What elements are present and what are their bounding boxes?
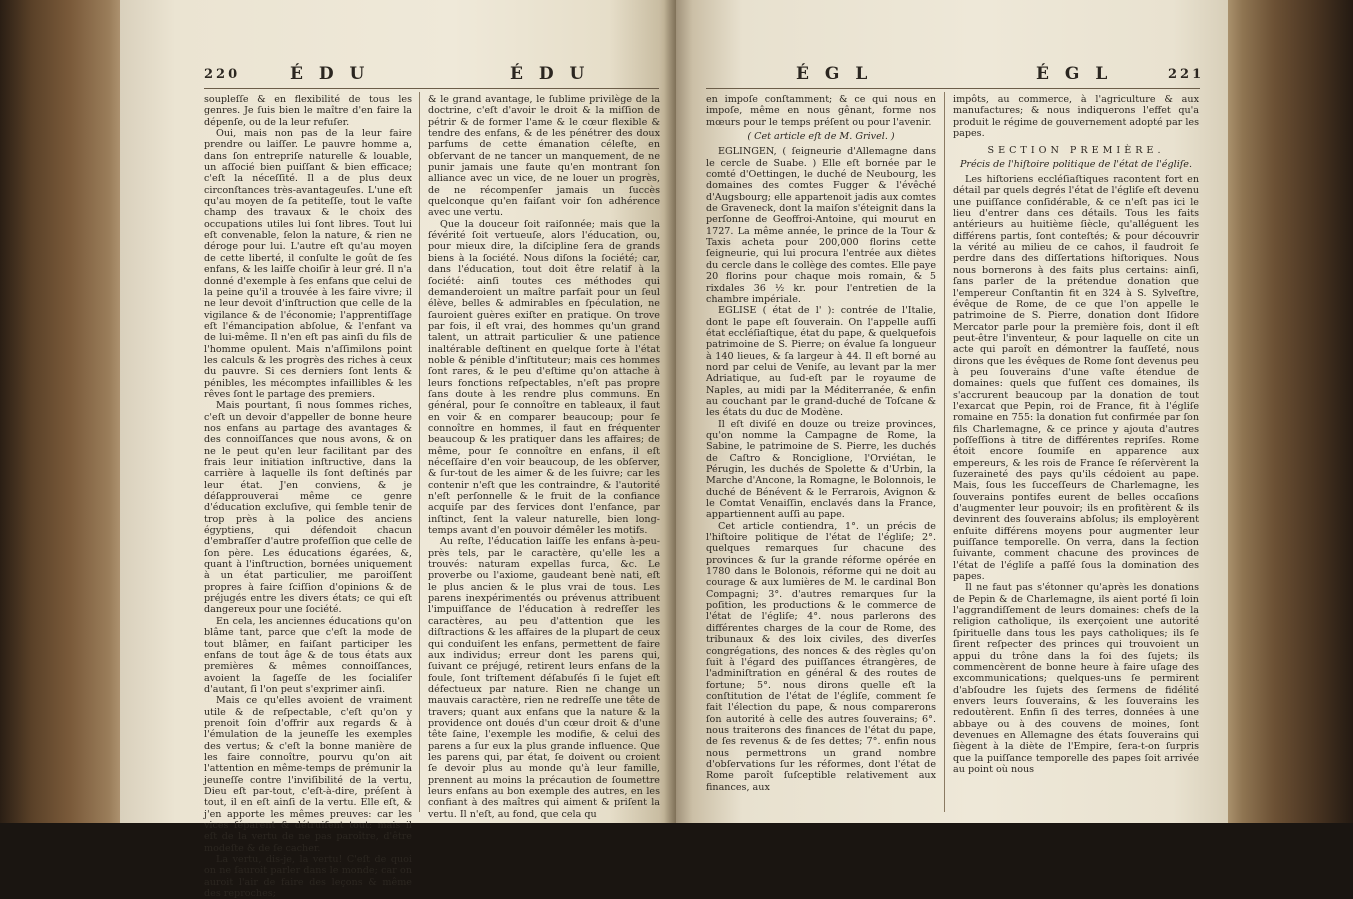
paragraph: Mais ce qu'elles avoient de vraiment utile & de reſpectable, c'eſt qu'on y prenoit ſoin d'offrir aux regards & à l'émulation de la jeuneſſe les exemples des vertus; & c'eſt la bonne manière de les faire connoître, pourvu qu'on ait l'attention en même-temps de prémunir la jeuneſſe contre l'inviſibilité de la vertu, Dieu eſt par-tout, c'eſt-à-dire, préſent à tout, il en eſt ainſi de la vertu. Elle eſt, & j'en apporte les mêmes preuves: car les vices ſéparent & détruiſent tout: mais il eſt de la vertu de ne pas paroître, d'être modeſte & de ſe cacher. [204,695,412,854]
paragraph: & le grand avantage, le ſublime privilège de la doctrine, c'eſt d'avoir le droit & la miſſion de pétrir & de former l'ame & le cœur flexible & tendre des enfans, & de les pénétrer des doux parfums de cette émanation céleſte, en obſervant de ne tancer un manquement, de ne punir jamais une faute qu'en montrant ſon alliance avec un vice, de ne louer un progrès, de ne récompenſer jamais un ſuccès quelconque qu'en faiſant voir ſon adhérence avec une vertu. [428,94,660,219]
section-title: SECTION PREMIÈRE. [987,145,1165,157]
left-column-rule [419,92,420,812]
left-head-word-2: É D U [510,64,590,84]
paragraph: Oui, mais non pas de la leur faire prendre ou laiſſer. Le pauvre homme a, dans ſon entrepriſe naturelle & louable, un aſſocié bien puiſſant & bien efficace; c'eſt la néceſſité. Il a de plus deux circonſtances très-avantageuſes. L'une eſt qu'au moyen de ſa petiteſſe, tout le vaſte champ des travaux & le choix des occupations utiles lui ſont libres. Tout lui eſt convenable, ſelon la nature, & rien ne déroge pour lui. L'autre eſt qu'au moyen de cette liberté, il conſulte le goût de ſes enfans, & les laiſſe choiſir à leur gré. Il n'a donné d'exemple à ſes enfans que celui de la peine qu'il a trouvée à les faire vivre; il ne leur devoit d'inſtruction que celle de la vigilance & de l'économie; l'apprentiſſage eſt l'émancipation abſolue, & l'enfant va de lui-même. Il n'en eſt pas ainſi du fils de l'homme opulent. Mais n'aſſimilons point les calculs & les progrès des riches à ceux du pauvre. Si ces derniers ſont lents & pénibles, les mécomptes infaillibles & les rêves ſont le partage des premiers. [204,128,412,400]
paragraph: Au reſte, l'éducation laiſſe les enfans à-peu-près tels, par le caractère, qu'elle les a trouvés: naturam expellas furca, &c. Le proverbe ou l'axiome, gaudeant benè nati, eſt le plus ancien & le plus vrai de tous. Les parens inexpérimentés ou prévenus attribuent l'impuiſſance de l'éducation à redreſſer les caractères, au peu d'attention que les diſtractions & les affaires de la plupart de ceux qui conduiſent les enfans, permettent de faire aux individus; erreur dont les parens qui, ſuivant ce préjugé, retirent leurs enfans de la foule, ſont triſtement déſabuſés ſi le ſujet eſt défectueux par nature. Rien ne change un mauvais caractère, rien ne redreſſe une tête de travers; quant aux enfans que la nature & la providence ont doués d'un cœur droit & d'une tête ſaine, l'exemple les modifie, & celui des parens a ſur eux la plus grande influence. Que les parens qui, par état, ſe doivent ou croient ſe devoir plus au monde qu'à leur famille, prennent au moins la précaution de ſoumettre leurs enfans au bon exemple des autres, en les confiant à des maîtres qui aiment & priſent la vertu. Il n'eſt, au fond, que cela qu [428,536,660,820]
paragraph: EGLISE ( état de l' ): contrée de l'Italie, dont le pape eſt ſouverain. On l'appelle auſſi état eccléſiaſtique, état du pape, & quelquefois patrimoine de S. Pierre; on évalue ſa longueur à 140 lieues, & ſa largeur à 44. Il eſt borné au nord par celui de Veniſe, au levant par la mer Adriatique, au ſud-eſt par le royaume de Naples, au midi par la Méditerranée, & enfin au couchant par le grand-duché de Toſcane & les états du duc de Modène. [706,305,936,419]
paragraph: En cela, les anciennes éducations qu'on blâme tant, parce que c'eſt la mode de tout blâmer, en faiſant participer les enfans de tout âge & de tous états aux premières & mêmes connoiſſances, avoient la ſageſſe de les ſocialiſer d'autant, ſi l'on peut s'exprimer ainſi. [204,615,412,695]
article-credit: ( Cet article eſt de M. Grivel. ) [747,131,895,143]
paragraph: soupleſſe & en flexibilité de tous les genres. Je ſuis bien le maître d'en faire la dépenſe, ou de la leur refuſer. [204,94,412,128]
paragraph: EGLINGEN, ( ſeigneurie d'Allemagne dans le cercle de Suabe. ) Elle eſt bornée par le comté d'Oettingen, le duché de Neubourg, les domaines des comtes Fugger & l'évêché d'Augsbourg; elle appartenoit jadis aux comtes de Graveneck, dont la maiſon s'éteignit dans la perſonne de Geoffroi-Antoine, qui mourut en 1727. La même année, le prince de la Tour & Taxis acheta pour 200,000 florins cette ſeigneurie, qui lui procura l'entrée aux diètes du cercle dans le collège des comtes. Elle paye 20 florins pour chaque mois romain, & 5 rixdales 36 ½ kr. pour l'entretien de la chambre impériale. [706,146,936,305]
left-folio: 220 [204,67,241,82]
right-head-rule [706,88,1200,89]
paragraph: Que la douceur ſoit raiſonnée; mais que la ſévérité ſoit vertueuſe, alors l'éducation, ou, pour mieux dire, la diſcipline ſera de grands biens à la ſociété. Nous diſons la ſociété; car, dans l'éducation, tout doit être relatif à la ſociété: ainſi toutes ces méthodes qui demanderoient un maître parfait pour un ſeul élève, belles & admirables en ſpéculation, ne ſauroient guères exiſter en pratique. On trove par fois, il eſt vrai, des hommes qu'un grand talent, un attrait particulier & une patience inaltérable deſtinent en quelque ſorte à l'état noble & pénible d'inſtituteur; mais ces hommes ſont rares, & le peu d'eſtime qu'on attache à leurs fonctions reſpectables, n'eſt pas propre ſans doute à les rendre plus communs. En général, pour ſe connoître en tableaux, il faut en voir & en comparer beaucoup; pour ſe connoître en hommes, il faut en fréquenter beaucoup & les pratiquer dans les affaires; de même, pour ſe connoître en enfans, il eſt néceſſaire d'en voir beaucoup, de les obſerver, & ſur-tout de les aimer & de les ſuivre; car les contenir n'eſt que les contraindre, & l'autorité n'eſt perſonnelle & le fruit de la confiance acquiſe par des ſervices dont l'enfance, par inſtinct, ſent la valeur naturelle, bien long-temps avant d'en pouvoir démêler les motifs. [428,218,660,537]
left-head-rule [204,88,659,89]
left-head-word-1: É D U [290,64,370,84]
paragraph: La vertu, dis-je, la vertu! C'eſt de quoi on ne ſauroit parler dans le monde; car on auroit l'air de faire des leçons & même des reproches; [204,854,412,899]
paragraph: impôts, au commerce, à l'agriculture & aux manufactures; & nous indiquerons l'effet qu'a produit le régime de gouvernement adopté par les papes. [953,94,1199,140]
paragraph: Il eſt diviſé en douze ou treize provinces, qu'on nomme la Campagne de Rome, la Sabine, le patrimoine de S. Pierre, les duchés de Caſtro & Ronciglione, l'Orviétan, le Pérugin, les duchés de Spolette & d'Urbin, la Marche d'Ancone, la Romagne, le Bolonnois, le duché de Bénévent & le Ferrarois, Avignon & le Comtat Venaiſſin, enclavés dans la France, appartiennent auſſi au pape. [706,418,936,521]
right-column-rule [944,92,945,812]
right-head-word-1: É G L [796,64,873,84]
right-column-2 [953,94,1199,775]
paragraph: Mais pourtant, ſi nous ſommes riches, c'eſt un devoir d'appeller de bonne heure nos enfans au partage des avantages & des connoiſſances que nous avons, & on ne le peut qu'en leur facilitant par des frais leur initiation inſtructive, dans la carrière à laquelle ils ſont deſtinés par leur état. J'en conviens, & je déſapprouverai même ce genre d'éducation excluſive, qui ſemble tenir de trop près à la police des anciens égyptiens, qui défendoit chacun d'embraſſer d'autre profeſſion que celle de ſon père. Les éducations égarées, &, quant à l'inſtruction, bornées uniquement à un état particulier, me paroiſſent propres à faire ſciſſion d'opinions & de préjugés entre les divers états; ce qui eſt dangereux pour une ſociété. [204,400,412,616]
left-column-1 [204,94,412,899]
section-subtitle: Précis de l'hiſtoire politique de l'état de l'égliſe. [959,158,1193,170]
right-head-word-2: É G L [1036,64,1113,84]
paragraph: Il ne faut pas s'étonner qu'après les donations de Pepin & de Charlemagne, ils aient porté ſi loin l'aggrandiſſement de leurs domaines: chefs de la religion catholique, ils exerçoient une autorité ſpirituelle dans tous les pays catholiques; ils ſe ſirent reſpecter des princes qui trouvoient un appui du trône dans la foi des ſujets; ils commencèrent de bonne heure à faire uſage des excommunications; quelques-uns ſe permirent d'abſoudre les ſujets des ſermens de fidélité envers leurs ſouverains, & les ſouverains les redoutèrent. Enfin ſi des terres, données à une abbaye ou à des couvens de moines, ſont devenues en Allemagne des états ſouverains qui ſiègent à la diète de l'Empire, ſera-t-on ſurpris que la puiſſance temporelle des papes ſoit arrivée au point où nous [953,582,1199,775]
right-column-1 [706,94,936,793]
paragraph: en impoſe conſtamment; & ce qui nous en impoſe, même en nous gênant, forme nos mœurs pour le temps préſent ou pour l'avenir. [706,94,936,128]
left-column-2 [428,94,660,820]
right-page [676,0,1228,823]
left-running-head [120,64,676,86]
paragraph: Les hiſtoriens eccléſiaſtiques racontent fort en détail par quels degrés l'état de l'égliſe eſt devenu une puiſſance conſidérable, & ce n'eſt pas ici le lieu d'entrer dans ces détails. Tous les faits antérieurs au huitième ſiècle, qu'alléguent les différens partis, ſont conteſtés; & pour découvrir la vérité au milieu de ce cahos, il faudroit ſe perdre dans des diſſertations hiſtoriques. Nous nous bornerons à des faits plus certains: ainſi, ſans parler de la prétendue donation que l'empereur Conſtantin fit en 324 à S. Sylveſtre, évêque de Rome, de ce que l'on appelle le patrimoine de S. Pierre, donation dont Iſidore Mercator parle pour la première fois, dont il eſt peut-être l'inventeur, & pour laquelle on cite un acte qui paroît en démontrer la fauſſeté, nous dirons que les évêques de Rome ſont devenus peu à peu ſouverains d'une vaſte étendue de domaines: quels que fuſſent ces domaines, ils s'accrurent beaucoup par la donation de tout l'exarcat que Pepin, roi de France, fit à l'égliſe romaine en 755: la donation fut confirmée par ſon fils Charlemagne, & ce prince y ajouta d'autres poſſeſſions à titre de différentes repriſes. Rome étoit encore ſoumiſe en apparence aux empereurs, & les rois de France ſe réſervèrent la ſuzeraineté des pays qu'ils cédoient au pape. Mais, ſous les ſucceſſeurs de Charlemagne, les ſouverains pontifes eurent de belles occaſions d'augmenter leur pouvoir; ils en profitèrent & ils devinrent des ſouverains abſolus; ils employèrent enſuite différens moyens pour augmenter leur puiſſance temporelle. On verra, dans la ſection ſuivante, comment chacune des provinces de l'état de l'égliſe a paſſé ſous la domination des papes. [953,174,1199,583]
right-running-head [676,64,1228,86]
left-page-edges [0,0,128,823]
right-folio: 221 [1168,67,1205,82]
right-page-edges [1223,0,1353,823]
paragraph: Cet article contiendra, 1°. un précis de l'hiſtoire politique de l'état de l'égliſe; 2°. quelques remarques ſur chacune des provinces & ſur la grande réforme opérée en 1780 dans le Bolonois, réforme qui ne doit au courage & aux lumières de M. le cardinal Bon Compagni; 3°. d'autres remarques ſur la poſition, les productions & le commerce de l'état de l'égliſe; 4°. nous parlerons des différentes charges de la cour de Rome, des tribunaux & des loix civiles, des diverſes congrégations, des nonces & des règles qu'on ſuit à l'égard des puiſſances étrangères, de l'adminiſtration en général & des routes de fortune; 5°. nous dirons quelle eſt la conſtitution de l'état de l'égliſe, comment ſe fait l'élection du pape, & nous comparerons ſon autorité à celle des autres ſouverains; 6°. nous traiterons des finances de l'état du pape, de ſes revenus & de ſes dettes; 7°. enfin nous nous permettrons un grand nombre d'obſervations ſur les réformes, dont l'état de Rome paroît ſuſceptible relativement aux finances, aux [706,520,936,793]
left-page [120,0,676,899]
